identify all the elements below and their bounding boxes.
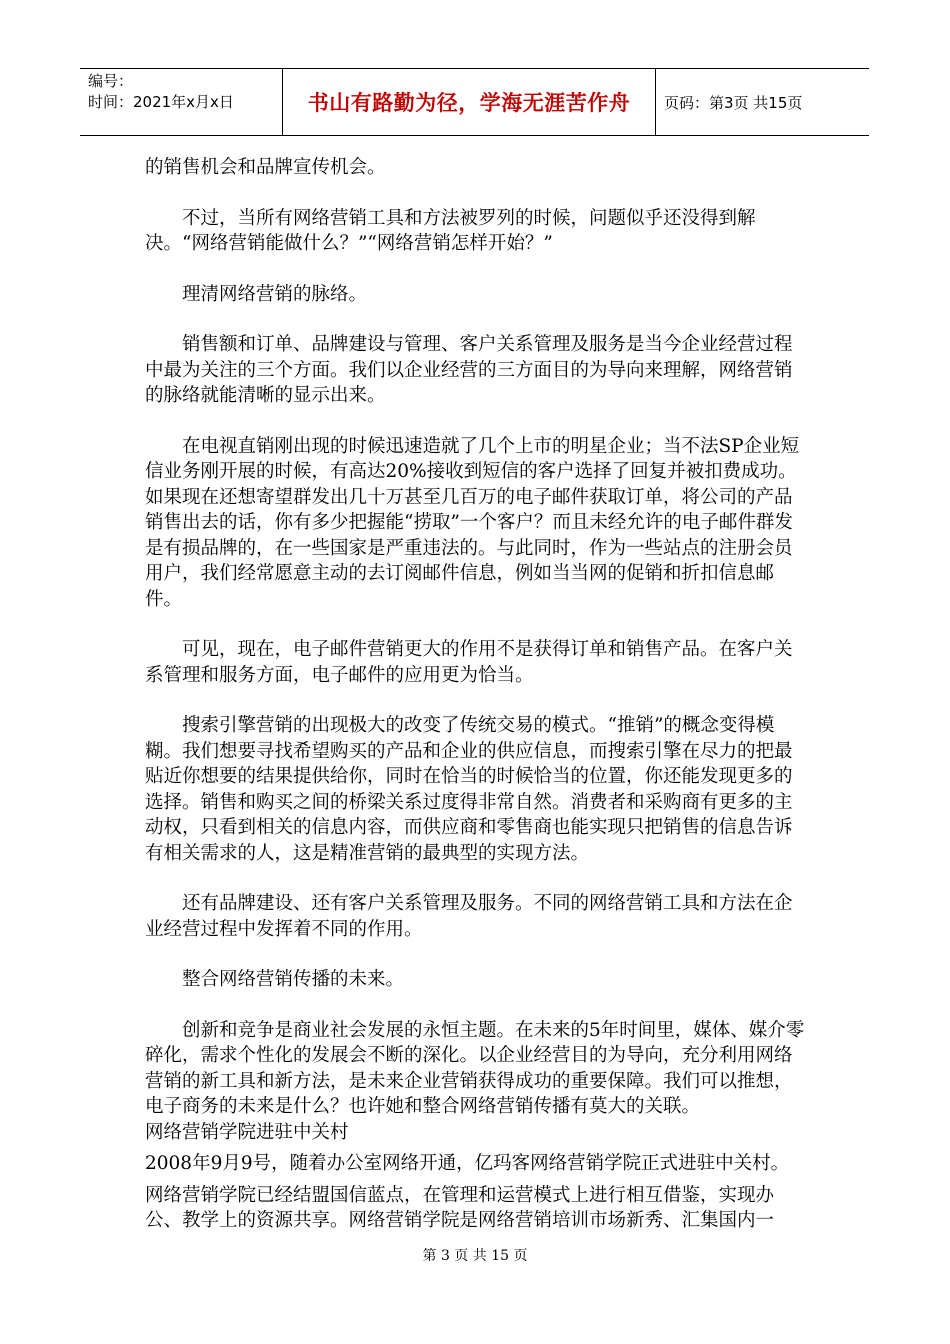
header-table [80, 68, 869, 136]
section-heading: 整合网络营销传播的未来。 [182, 969, 405, 990]
document-date-label: 时间：2021年x月x日 [88, 93, 234, 111]
header-motto: 书山有路勤为径，学海无涯苦作舟 [283, 69, 656, 135]
paragraph: 可见，现在，电子邮件营销更大的作用不是获得订单和销售产品。在客户关系管理和服务方面，电子邮件的应用更为恰当。 [145, 639, 793, 686]
page-footer: 第 3 页 共 15 页 [422, 1248, 528, 1264]
news-title: 网络营销学院进驻中关村 [145, 1121, 349, 1143]
paragraph: 还有品牌建设、还有客户关系管理及服务。不同的网络营销工具和方法在企业经营过程中发挥着不同的作用。 [145, 893, 793, 940]
document-body [145, 155, 805, 1240]
paragraph: 网络营销学院已经结盟国信蓝点，在管理和运营模式上进行相互借鉴，实现办公、教学上的资源共享。网络营销学院是网络营销培训市场新秀、汇集国内一 [145, 1184, 775, 1231]
paragraph: 销售额和订单、品牌建设与管理、客户关系管理及服务是当今企业经营过程中最为关注的三个方面。我们以企业经营的三方面目的为导向来理解，网络营销的脉络就能清晰的显示出来。 [145, 334, 793, 406]
paragraph: 不过，当所有网络营销工具和方法被罗列的时候，问题似乎还没得到解决。“网络营销能做什么？”“网络营销怎样开始？” [145, 207, 756, 254]
section-heading: 理清网络营销的脉络。 [182, 283, 368, 305]
paragraph: 创新和竞争是商业社会发展的永恒主题。在未来的5年时间里，媒体、媒介零碎化，需求个性化的发展会不断的深化。以企业经营目的为导向，充分利用网络营销的新工具和新方法，是未来企业营销获得成功的重要保障。我们可以推想，电子商务的未来是什么？也许她和整合网络营销传播有莫大的关联。 [145, 1019, 805, 1117]
header-meta-cell [80, 69, 283, 135]
paragraph: 2008年9月9号，随着办公室网络开通，亿玛客网络营销学院正式进驻中关村。 [145, 1153, 790, 1174]
paragraph: 在电视直销刚出现的时候迅速造就了几个上市的明星企业；当不法SP企业短信业务刚开展的时候，有高达20%接收到短信的客户选择了回复并被扣费成功。如果现在还想寄望群发出几十万甚至几百万的电子邮件获取订单，将公司的产品销售出去的话，你有多少把握能“捞取”一个客户？而且未经允许的电子邮件群发是有损品牌的，在一些国家是严重违法的。与此同时，作为一些站点的注册会员用户，我们经常愿意主动的去订阅邮件信息，例如当当网的促销和折扣信息邮件。 [145, 435, 800, 610]
header-page-info: 页码：第3页 共15页 [664, 93, 803, 112]
paragraph-continuation: 的销售机会和品牌宣传机会。 [145, 157, 386, 178]
document-number-label: 编号： [88, 72, 134, 90]
paragraph: 搜索引擎营销的出现极大的改变了传统交易的模式。“推销”的概念变得模糊。我们想要寻找希望购买的产品和企业的供应信息，而搜索引擎在尽力的把最贴近你想要的结果提供给你，同时在恰当的时候恰当的位置，你还能发现更多的选择。销售和购买之间的桥梁关系过度得非常自然。消费者和采购商有更多的主动权，只看到相关的信息内容，而供应商和零售商也能实现只把销售的信息告诉有相关需求的人，这是精准营销的最典型的实现方法。 [145, 715, 793, 864]
